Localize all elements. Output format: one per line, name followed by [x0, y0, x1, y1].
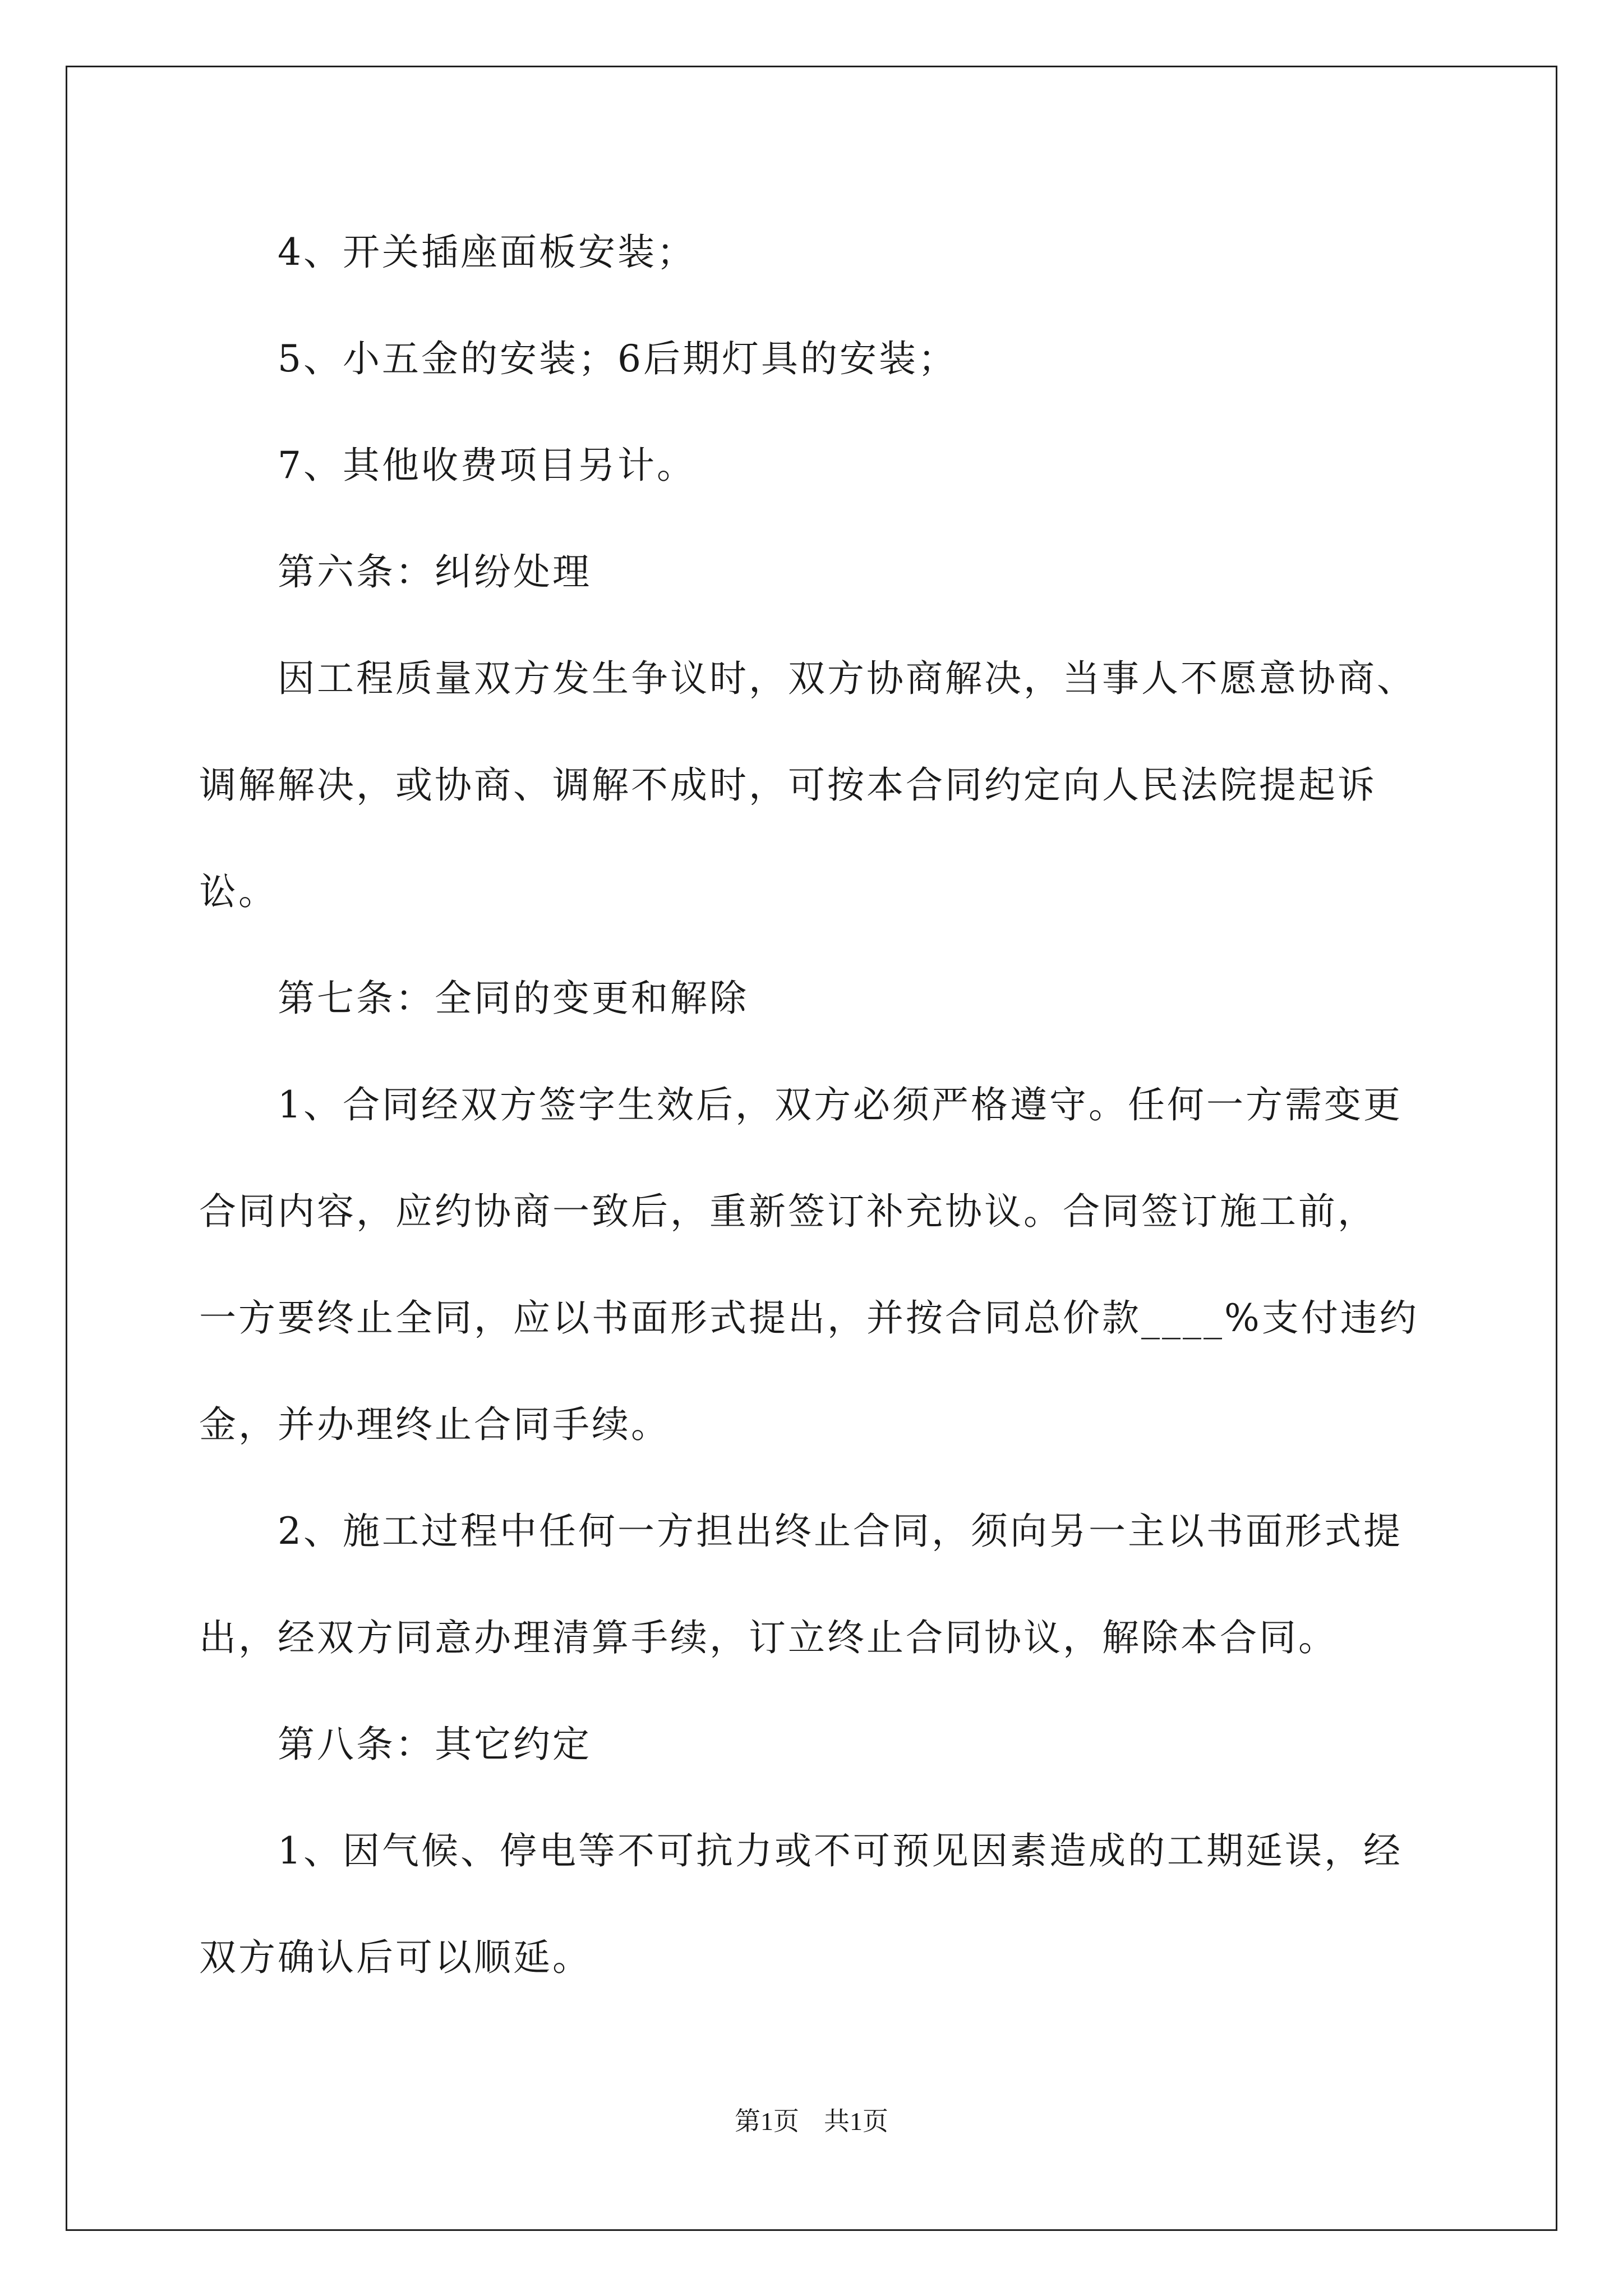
page-footer — [0, 2105, 1623, 2138]
page-number: 第1页 — [735, 2107, 799, 2136]
text-line: 2、施工过程中任何一方担出终止合同，须向另一主以书面形式提 — [278, 1510, 1403, 1553]
text-line: 出，经双方同意办理清算手续，订立终止合同协议，解除本合同。 — [199, 1616, 1338, 1659]
text-line: 金，并办理终止合同手续。 — [199, 1403, 670, 1446]
text-line: 因工程质量双方发生争议时，双方协商解决，当事人不愿意协商、 — [278, 657, 1416, 700]
text-line: 7、其他收费项目另计。 — [278, 444, 696, 487]
text-line: 5、小五金的安装；6后期灯具的安装； — [278, 337, 957, 380]
text-line: 4、开关插座面板安装； — [278, 231, 696, 274]
text-line: 一方要终止全同，应以书面形式提出，并按合同总价款____%支付违约 — [199, 1296, 1419, 1340]
section-heading: 第六条：纠纷处理 — [278, 550, 592, 593]
section-heading: 第七条：全同的变更和解除 — [278, 977, 749, 1020]
page-border — [66, 66, 1557, 2231]
text-line: 合同内容，应约协商一致后，重新签订补充协议。合同签订施工前， — [199, 1190, 1377, 1233]
section-heading: 第八条：其它约定 — [278, 1723, 592, 1766]
page-total: 共1页 — [824, 2107, 888, 2136]
text-line: 调解解决，或协商、调解不成时，可按本合同约定向人民法院提起诉 — [199, 763, 1377, 807]
text-line: 1、合同经双方签字生效后，双方必须严格遵守。任何一方需变更 — [278, 1083, 1403, 1126]
text-line: 讼。 — [199, 870, 278, 913]
text-line: 双方确认后可以顺延。 — [199, 1936, 592, 1979]
text-line: 1、因气候、停电等不可抗力或不可预见因素造成的工期延误，经 — [278, 1829, 1403, 1872]
